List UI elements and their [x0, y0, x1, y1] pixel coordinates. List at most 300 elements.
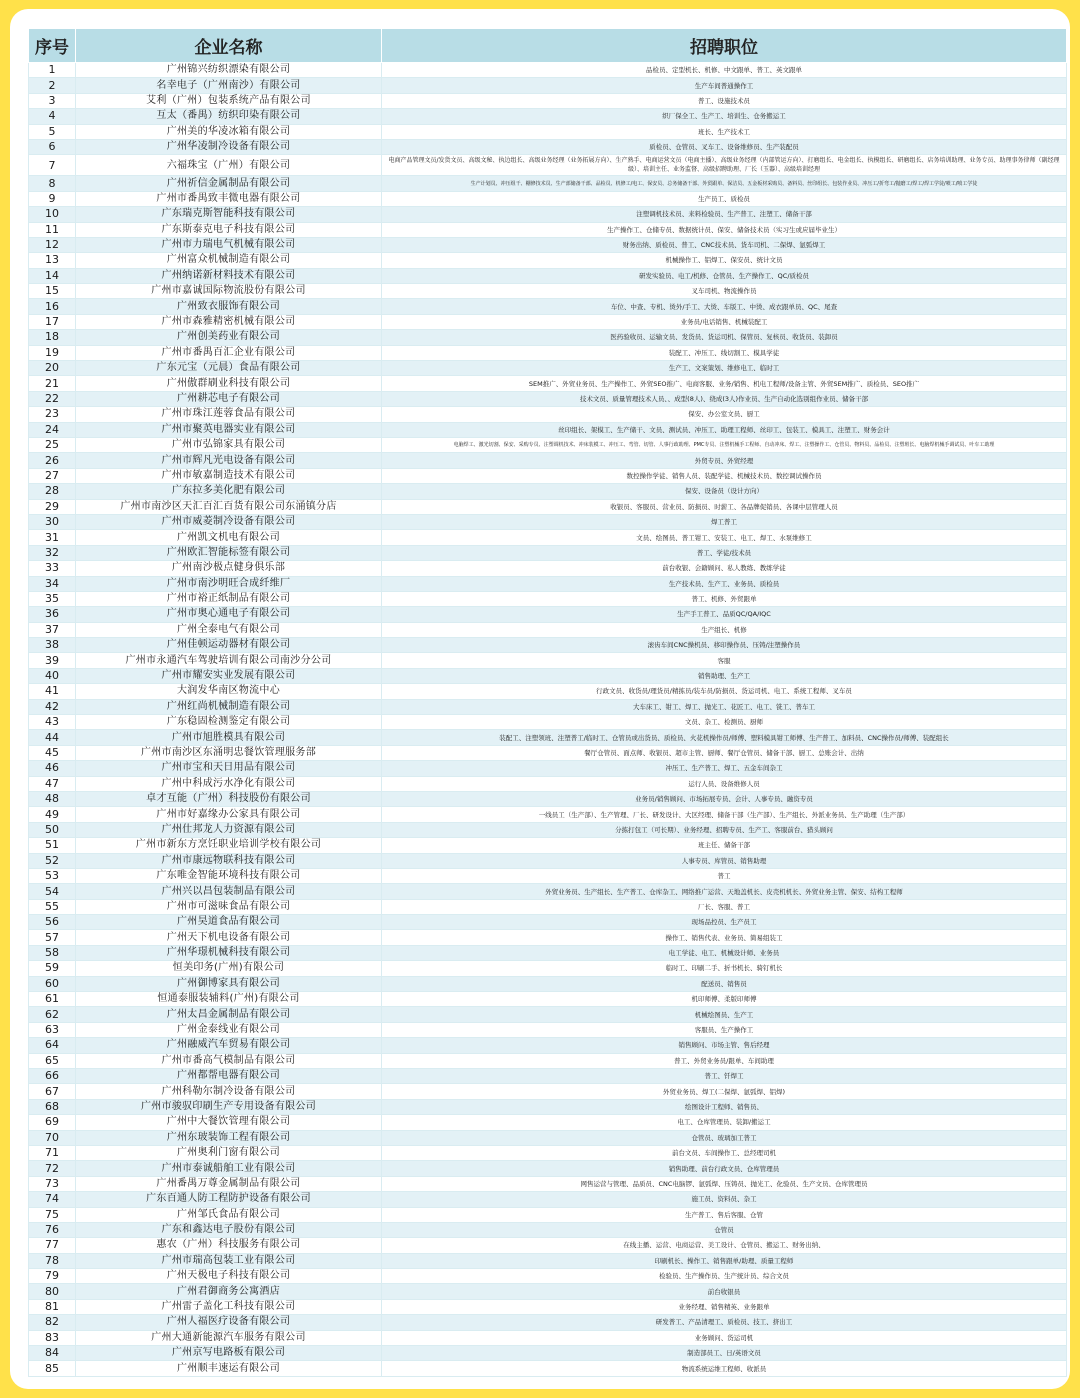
- row-number: 57: [29, 930, 76, 945]
- row-positions: 配送员、销售员: [382, 976, 1067, 991]
- row-company: 广州市番禺百汇企业有限公司: [76, 345, 382, 360]
- row-company: 广州太昌金属制品有限公司: [76, 1007, 382, 1022]
- header-no: 序号: [29, 29, 76, 63]
- row-company: 广州傲群刷业科技有限公司: [76, 376, 382, 391]
- row-number: 76: [29, 1222, 76, 1237]
- row-company: 广州市弘锦家具有限公司: [76, 437, 382, 452]
- table-row: [29, 1330, 1067, 1345]
- header-positions: 招聘职位: [382, 29, 1067, 63]
- table-row: [29, 530, 1067, 545]
- row-company: 广州君御商务公寓酒店: [76, 1284, 382, 1299]
- row-positions: 数控操作学徒、销售人员、装配学徒、机械技术员、数控调试操作员: [382, 468, 1067, 483]
- row-number: 37: [29, 622, 76, 637]
- row-company: 卓才互能（广州）科技股份有限公司: [76, 791, 382, 806]
- row-number: 68: [29, 1099, 76, 1114]
- row-company: 广州市南沙区天汇百汇百货有限公司东涌镇分店: [76, 499, 382, 514]
- row-company: 广州致衣服饰有限公司: [76, 299, 382, 314]
- row-positions: 生产普工、售后客服、仓管: [382, 1207, 1067, 1222]
- row-positions: 前台收银、会籍顾问、私人教练、教练学徒: [382, 561, 1067, 576]
- row-positions: 电工学徒、电工、机械设计师、业务员: [382, 945, 1067, 960]
- table-row: [29, 1038, 1067, 1053]
- row-number: 51: [29, 838, 76, 853]
- row-positions: 文员、杂工、检测员、厨师: [382, 715, 1067, 730]
- row-company: 广州锦兴纺织漂染有限公司: [76, 63, 382, 78]
- row-company: 互太（番禺）纺织印染有限公司: [76, 109, 382, 124]
- row-positions: 普工: [382, 868, 1067, 883]
- table-row: [29, 1022, 1067, 1037]
- row-number: 52: [29, 853, 76, 868]
- row-company: 广州中科成污水净化有限公司: [76, 776, 382, 791]
- row-company: 广东唯金智能环境科技有限公司: [76, 868, 382, 883]
- row-company: 广州市宝和天日用品有限公司: [76, 761, 382, 776]
- row-company: 广东拉多美化肥有限公司: [76, 484, 382, 499]
- row-number: 18: [29, 330, 76, 345]
- row-number: 27: [29, 468, 76, 483]
- row-positions: 运行人员、设备维修人员: [382, 776, 1067, 791]
- row-company: 广州市威菱制冷设备有限公司: [76, 514, 382, 529]
- row-number: 66: [29, 1069, 76, 1084]
- row-positions: 生产操作工、仓储专员、数据统计员、保安、储备技术员（实习生或应届毕业生）: [382, 222, 1067, 237]
- table-row: [29, 884, 1067, 899]
- table-row: [29, 391, 1067, 406]
- table-row: [29, 1299, 1067, 1314]
- row-company: 广州华凌制冷设备有限公司: [76, 139, 382, 154]
- row-positions: 一线员工（生产部）、生产管理、厂长、研发设计、大区经理、储备干部（生产部）、生产组长、外派业务员、生产助理（生产部）: [382, 807, 1067, 822]
- table-row: [29, 791, 1067, 806]
- row-company: 广州大通新能源汽车服务有限公司: [76, 1330, 382, 1345]
- row-number: 50: [29, 822, 76, 837]
- row-number: 47: [29, 776, 76, 791]
- row-positions: 分拣打包工（可长期）、业务经理、招聘专员、生产工、客服前台、猎头顾问: [382, 822, 1067, 837]
- row-company: 广州市森雅精密机械有限公司: [76, 314, 382, 329]
- table-row: [29, 961, 1067, 976]
- row-positions: 制造部员工、日/英语文员: [382, 1346, 1067, 1361]
- row-company: 广州凯文机电有限公司: [76, 530, 382, 545]
- row-company: 广州全泰电气有限公司: [76, 622, 382, 637]
- row-company: 广州天下机电设备有限公司: [76, 930, 382, 945]
- table-row: [29, 776, 1067, 791]
- row-company: 广州金泰线业有限公司: [76, 1022, 382, 1037]
- table-row: [29, 561, 1067, 576]
- row-company: 广州市新东方烹饪职业培训学校有限公司: [76, 838, 382, 853]
- row-company: 广州祈信金属制品有限公司: [76, 176, 382, 191]
- table-row: [29, 1253, 1067, 1268]
- table-row: [29, 207, 1067, 222]
- row-number: 29: [29, 499, 76, 514]
- row-company: 广州市瑞高包装工业有限公司: [76, 1253, 382, 1268]
- table-row: [29, 1192, 1067, 1207]
- row-positions: 客服员、生产操作工: [382, 1022, 1067, 1037]
- row-number: 13: [29, 253, 76, 268]
- row-number: 78: [29, 1253, 76, 1268]
- row-company: 广州仕邦龙人力资源有限公司: [76, 822, 382, 837]
- row-number: 45: [29, 745, 76, 760]
- row-positions: 临时工、印刷二手、折书机长、骑钉机长: [382, 961, 1067, 976]
- row-number: 6: [29, 139, 76, 154]
- row-number: 43: [29, 715, 76, 730]
- row-company: 广州富众机械制造有限公司: [76, 253, 382, 268]
- row-positions: 外贸业务员、生产组长、生产普工、仓库杂工、网络推广运营、天地盖机长、皮壳机机长、外贸业务主管、保安、结构工程师: [382, 884, 1067, 899]
- row-number: 84: [29, 1346, 76, 1361]
- row-positions: 技术文员、质量管理技术人员、、成型(8人)、绕成(3人)作业员、生产自动化选别组作业员、储备干部: [382, 391, 1067, 406]
- row-company: 广州市耀安实业发展有限公司: [76, 668, 382, 683]
- table-row: [29, 684, 1067, 699]
- row-company: 广州市康远物联科技有限公司: [76, 853, 382, 868]
- row-positions: 普工、机修、外贸跟单: [382, 591, 1067, 606]
- row-company: 广州市骏驭印刷生产专用设备有限公司: [76, 1099, 382, 1114]
- row-number: 12: [29, 237, 76, 252]
- table-row: [29, 868, 1067, 883]
- row-company: 广东斯泰克电子科技有限公司: [76, 222, 382, 237]
- row-positions: 销售顾问、市场主管、售后经理: [382, 1038, 1067, 1053]
- table-row: [29, 314, 1067, 329]
- row-company: 广州科勒尔制冷设备有限公司: [76, 1084, 382, 1099]
- row-positions: 生产车间普通操作工: [382, 78, 1067, 93]
- table-row: [29, 1238, 1067, 1253]
- row-company: 广州顺丰速运有限公司: [76, 1361, 382, 1376]
- row-positions: 外贸专员、外贸经理: [382, 453, 1067, 468]
- table-row: [29, 155, 1067, 176]
- row-positions: 业务经理、销售精英、业务跟单: [382, 1299, 1067, 1314]
- table-row: [29, 1161, 1067, 1176]
- row-number: 30: [29, 514, 76, 529]
- row-number: 9: [29, 191, 76, 206]
- row-number: 16: [29, 299, 76, 314]
- row-number: 14: [29, 268, 76, 283]
- table-row: [29, 838, 1067, 853]
- row-positions: 检验员、生产操作员、生产统计员、综合文员: [382, 1269, 1067, 1284]
- row-positions: 业务员/销售顾问、市场拓展专员、会计、人事专员、融资专员: [382, 791, 1067, 806]
- row-number: 41: [29, 684, 76, 699]
- row-positions: 行政文员、收货员/理货员/精拣员/装车员/防损员、货运司机、电工、系统工程师、叉车员: [382, 684, 1067, 699]
- row-number: 32: [29, 545, 76, 560]
- row-number: 69: [29, 1115, 76, 1130]
- row-positions: 电工、仓库管理员、装卸/搬运工: [382, 1115, 1067, 1130]
- table-row: [29, 468, 1067, 483]
- row-number: 58: [29, 945, 76, 960]
- row-positions: 保安、办公室文员、厨工: [382, 407, 1067, 422]
- row-company: 广州纳诺新材料技术有限公司: [76, 268, 382, 283]
- row-number: 34: [29, 576, 76, 591]
- row-positions: 质检员、仓管员、叉车工、设备维修员、生产装配员: [382, 139, 1067, 154]
- row-number: 59: [29, 961, 76, 976]
- table-row: [29, 699, 1067, 714]
- table-row: [29, 284, 1067, 299]
- row-number: 46: [29, 761, 76, 776]
- row-number: 42: [29, 699, 76, 714]
- row-positions: 普工、学徒/技术员: [382, 545, 1067, 560]
- row-positions: 现场品控员、生产员工: [382, 915, 1067, 930]
- row-number: 83: [29, 1330, 76, 1345]
- row-positions: 机械操作工、铝焊工、保安员、统计文员: [382, 253, 1067, 268]
- row-company: 广州邹氏食品有限公司: [76, 1207, 382, 1222]
- table-row: [29, 1007, 1067, 1022]
- row-positions: 电脑焊工、激光切割、保安、采购专员、注塑调机技术、冲床装模工、冲压工、弯管、切管、人事行政助理、PMC专员、注塑机械手工程师、自动冲床、焊工、注塑操作工、仓管员、物料员、品检员、注塑班长、电脑焊机械手调试员、叶车工助理: [382, 437, 1067, 452]
- table-row: [29, 484, 1067, 499]
- row-positions: 在线主播、运营、电商运营、美工设计、仓管员、搬运工、财务出纳、: [382, 1238, 1067, 1253]
- row-positions: 生产组长、机修: [382, 622, 1067, 637]
- table-row: [29, 1115, 1067, 1130]
- row-company: 广州市永通汽车驾驶培训有限公司南沙分公司: [76, 653, 382, 668]
- table-row: [29, 63, 1067, 78]
- row-company: 广州番禺万尊金属制品有限公司: [76, 1176, 382, 1191]
- row-number: 70: [29, 1130, 76, 1145]
- row-number: 61: [29, 992, 76, 1007]
- row-company: 广州市番禺致丰微电器有限公司: [76, 191, 382, 206]
- row-company: 广东和鑫达电子股份有限公司: [76, 1222, 382, 1237]
- table-row: [29, 822, 1067, 837]
- row-company: 广州兴以昌包装制品有限公司: [76, 884, 382, 899]
- row-company: 艾利（广州）包装系统产品有限公司: [76, 93, 382, 108]
- table-row: [29, 622, 1067, 637]
- row-positions: 餐厅仓管员、面点师、收银员、超市主管、厨师、餐厅仓管员、储备干部、厨工、总账会计、出纳: [382, 745, 1067, 760]
- row-company: 广州南沙极点健身俱乐部: [76, 561, 382, 576]
- row-number: 73: [29, 1176, 76, 1191]
- table-row: [29, 1053, 1067, 1068]
- row-company: 广州市奥心通电子有限公司: [76, 607, 382, 622]
- row-number: 53: [29, 868, 76, 883]
- row-number: 71: [29, 1145, 76, 1160]
- table-row: [29, 345, 1067, 360]
- row-company: 广州市裕正纸制品有限公司: [76, 591, 382, 606]
- row-number: 33: [29, 561, 76, 576]
- row-company: 广州欧汇智能标签有限公司: [76, 545, 382, 560]
- row-positions: 操作工、销售代表、业务员、简易组装工: [382, 930, 1067, 945]
- table-row: [29, 253, 1067, 268]
- row-positions: 研发普工、产品清理工、质检员、技工、挤出工: [382, 1315, 1067, 1330]
- row-number: 36: [29, 607, 76, 622]
- row-number: 55: [29, 899, 76, 914]
- table-row: [29, 992, 1067, 1007]
- table-row: [29, 109, 1067, 124]
- table-row: [29, 807, 1067, 822]
- row-positions: 文员、绘图员、普工钳工、安装工、电工、焊工、水泵维修工: [382, 530, 1067, 545]
- table-row: [29, 915, 1067, 930]
- row-company: 恒美印务(广州)有限公司: [76, 961, 382, 976]
- row-number: 72: [29, 1161, 76, 1176]
- row-positions: 前台文员、车间操作工、总经理司机: [382, 1145, 1067, 1160]
- row-company: 广州奥利门窗有限公司: [76, 1145, 382, 1160]
- table-row: [29, 976, 1067, 991]
- row-positions: 厂长、客服、普工: [382, 899, 1067, 914]
- row-company: 广州中大餐饮管理有限公司: [76, 1115, 382, 1130]
- row-number: 80: [29, 1284, 76, 1299]
- row-positions: 电商产品管理文员/发货文员、高级文秘、执边组长、高级业务经理（业务拓展方向）、生产熟手、电商运营文员（电商主播）、高级业务经理（内部管运方向）、打磨组长、电金组长、执模组长、研磨组长、店务培训助理、业务专员、助理事务律师（副经理级）、培训主任、业务监督、高级招聘助理、厂长（玉器）、高级培训经理: [382, 155, 1067, 176]
- table-row: [29, 607, 1067, 622]
- row-number: 2: [29, 78, 76, 93]
- table-row: [29, 1315, 1067, 1330]
- row-positions: 班主任、储备干部: [382, 838, 1067, 853]
- table-card: [10, 9, 1070, 1389]
- row-company: 广州华璟机械科技有限公司: [76, 945, 382, 960]
- row-positions: 前台收银员: [382, 1284, 1067, 1299]
- table-row: [29, 1130, 1067, 1145]
- row-number: 23: [29, 407, 76, 422]
- row-number: 63: [29, 1022, 76, 1037]
- row-company: 广东瑞克斯智能科技有限公司: [76, 207, 382, 222]
- table-row: [29, 730, 1067, 745]
- row-number: 24: [29, 422, 76, 437]
- table-row: [29, 638, 1067, 653]
- row-number: 82: [29, 1315, 76, 1330]
- row-positions: 注塑调机技术员、来料检验员、生产普工、注塑工、储备干部: [382, 207, 1067, 222]
- table-row: [29, 499, 1067, 514]
- row-positions: 生产工、文案策划、维修电工、临时工: [382, 361, 1067, 376]
- table-row: [29, 668, 1067, 683]
- row-company: 广州雷子盖化工科技有限公司: [76, 1299, 382, 1314]
- row-company: 广州市好嘉缘办公家具有限公司: [76, 807, 382, 822]
- row-number: 5: [29, 124, 76, 139]
- row-positions: 生产手工普工、品质QC/QA/IQC: [382, 607, 1067, 622]
- row-number: 4: [29, 109, 76, 124]
- row-company: 名幸电子（广州南沙）有限公司: [76, 78, 382, 93]
- row-company: 广东百通人防工程防护设备有限公司: [76, 1192, 382, 1207]
- row-company: 广州市番高气模制品有限公司: [76, 1053, 382, 1068]
- table-row: [29, 1176, 1067, 1191]
- row-company: 广州市敏嘉制造技术有限公司: [76, 468, 382, 483]
- row-positions: 业务员/电话销售、机械装配工: [382, 314, 1067, 329]
- row-number: 81: [29, 1299, 76, 1314]
- row-number: 28: [29, 484, 76, 499]
- table-row: [29, 237, 1067, 252]
- row-positions: 生产技术员、生产工、业务员、质检员: [382, 576, 1067, 591]
- row-positions: 普工、外贸业务员/跟单、车间助理: [382, 1053, 1067, 1068]
- row-positions: 叉车司机、物流操作员: [382, 284, 1067, 299]
- row-positions: 财务出纳、质检员、普工、CNC技术员、货车司机、二保焊、氩弧焊工: [382, 237, 1067, 252]
- table-row: [29, 453, 1067, 468]
- row-number: 8: [29, 176, 76, 191]
- row-positions: 生产员工、质检员: [382, 191, 1067, 206]
- row-number: 25: [29, 437, 76, 452]
- row-positions: 业务顾问、货运司机: [382, 1330, 1067, 1345]
- row-company: 广州美的华凌冰箱有限公司: [76, 124, 382, 139]
- table-row: [29, 899, 1067, 914]
- row-company: 广州都帮电器有限公司: [76, 1069, 382, 1084]
- row-company: 广东稳固检测鉴定有限公司: [76, 715, 382, 730]
- table-row: [29, 945, 1067, 960]
- row-positions: 装配工、冲压工、线切割工、模具学徒: [382, 345, 1067, 360]
- row-number: 85: [29, 1361, 76, 1376]
- row-number: 60: [29, 976, 76, 991]
- table-row: [29, 299, 1067, 314]
- header-company: 企业名称: [76, 29, 382, 63]
- row-positions: 施工员、资料员、杂工: [382, 1192, 1067, 1207]
- row-number: 3: [29, 93, 76, 108]
- table-row: [29, 176, 1067, 191]
- row-number: 49: [29, 807, 76, 822]
- row-company: 广州融威汽车贸易有限公司: [76, 1038, 382, 1053]
- table-row: [29, 1069, 1067, 1084]
- row-positions: SEM推广、外贸业务员、生产操作工、外贸SEO推广、电商客服、业务/销售、机电工程师/设备主管、外贸SEM推广、质检员、SEO推广: [382, 376, 1067, 391]
- row-company: 惠农（广州）科技服务有限公司: [76, 1238, 382, 1253]
- row-number: 62: [29, 1007, 76, 1022]
- row-number: 65: [29, 1053, 76, 1068]
- row-number: 21: [29, 376, 76, 391]
- row-positions: 物流系统运维工程师、收派员: [382, 1361, 1067, 1376]
- row-company: 广州红尚机械制造有限公司: [76, 699, 382, 714]
- row-positions: 车位、中查、专机、烫外/手工、大烫、车版工、中烫、成衣跟单员、QC、尾查: [382, 299, 1067, 314]
- row-number: 1: [29, 63, 76, 78]
- row-positions: 销售助理、前台行政文员、仓库管理员: [382, 1161, 1067, 1176]
- row-company: 广州市泰诚船舶工业有限公司: [76, 1161, 382, 1176]
- table-row: [29, 376, 1067, 391]
- row-positions: 冲压工、生产普工、焊工、五金车间杂工: [382, 761, 1067, 776]
- table-row: [29, 268, 1067, 283]
- row-positions: 网售运营与管理、品质员、CNC电脑锣、氩弧焊、压铸员、抛光工、化验员、生产文员、仓库管理员: [382, 1176, 1067, 1191]
- row-positions: 机械绘图员、生产工: [382, 1007, 1067, 1022]
- table-row: [29, 361, 1067, 376]
- row-positions: 仓管员: [382, 1222, 1067, 1237]
- row-positions: 医药验收员、运输文员、发货员、货运司机、保管员、复核员、收货员、装卸员: [382, 330, 1067, 345]
- row-number: 39: [29, 653, 76, 668]
- row-company: 广东元宝（元晨）食品有限公司: [76, 361, 382, 376]
- row-number: 79: [29, 1269, 76, 1284]
- row-positions: 班长、生产技术工: [382, 124, 1067, 139]
- table-row: [29, 330, 1067, 345]
- table-row: [29, 1346, 1067, 1361]
- table-row: [29, 761, 1067, 776]
- table-row: [29, 853, 1067, 868]
- table-row: [29, 591, 1067, 606]
- row-number: 35: [29, 591, 76, 606]
- row-company: 广州人福医疗设备有限公司: [76, 1315, 382, 1330]
- table-row: [29, 191, 1067, 206]
- table-row: [29, 1361, 1067, 1376]
- table-row: [29, 407, 1067, 422]
- row-company: 广州天极电子科技有限公司: [76, 1269, 382, 1284]
- row-positions: 丝印组长、架模工、生产储干、文员、测试员、冲压工、助理工程师、丝印工、包装工、模具工、注塑工、财务会计: [382, 422, 1067, 437]
- row-company: 广州创美药业有限公司: [76, 330, 382, 345]
- row-positions: 收银员、客服员、营业员、防损员、时薪工、各品牌促销员、各课中层管理人员: [382, 499, 1067, 514]
- row-company: 广州市南沙区东涌明忠餐饮管理服务部: [76, 745, 382, 760]
- row-company: 广州市力瑞电气机械有限公司: [76, 237, 382, 252]
- table-row: [29, 78, 1067, 93]
- table-row: [29, 1207, 1067, 1222]
- row-positions: 品检员、定型机长、机修、中文跟单、普工、英文跟单: [382, 63, 1067, 78]
- table-row: [29, 1222, 1067, 1237]
- table-row: [29, 930, 1067, 945]
- row-number: 54: [29, 884, 76, 899]
- row-company: 广州市南沙明旺合成纤维厂: [76, 576, 382, 591]
- row-positions: 客服: [382, 653, 1067, 668]
- row-company: 广州市珠江莲蓉食品有限公司: [76, 407, 382, 422]
- row-positions: 绘图设计工程师、销售员、: [382, 1099, 1067, 1114]
- table-row: [29, 745, 1067, 760]
- row-number: 15: [29, 284, 76, 299]
- row-positions: 人事专员、库管员、销售助理: [382, 853, 1067, 868]
- row-number: 74: [29, 1192, 76, 1207]
- row-company: 大润发华南区物流中心: [76, 684, 382, 699]
- table-row: [29, 653, 1067, 668]
- table-row: [29, 437, 1067, 452]
- row-company: 广州市旭胜模具有限公司: [76, 730, 382, 745]
- row-positions: 滚齿车间CNC操机员、移印操作员、压铸/注塑操作员: [382, 638, 1067, 653]
- table-row: [29, 715, 1067, 730]
- row-positions: 织厂保全工、生产工、培训生、仓务搬运工: [382, 109, 1067, 124]
- row-company: 六福珠宝（广州）有限公司: [76, 155, 382, 176]
- table-row: [29, 1099, 1067, 1114]
- row-positions: 外贸业务员、焊工(二保焊、氩弧焊、铝焊): [382, 1084, 1067, 1099]
- row-company: 广州市辉凡光电设备有限公司: [76, 453, 382, 468]
- table-row: [29, 1084, 1067, 1099]
- row-number: 56: [29, 915, 76, 930]
- row-number: 38: [29, 638, 76, 653]
- row-number: 48: [29, 791, 76, 806]
- row-company: 广州东玻装饰工程有限公司: [76, 1130, 382, 1145]
- row-number: 11: [29, 222, 76, 237]
- row-number: 19: [29, 345, 76, 360]
- table-row: [29, 1284, 1067, 1299]
